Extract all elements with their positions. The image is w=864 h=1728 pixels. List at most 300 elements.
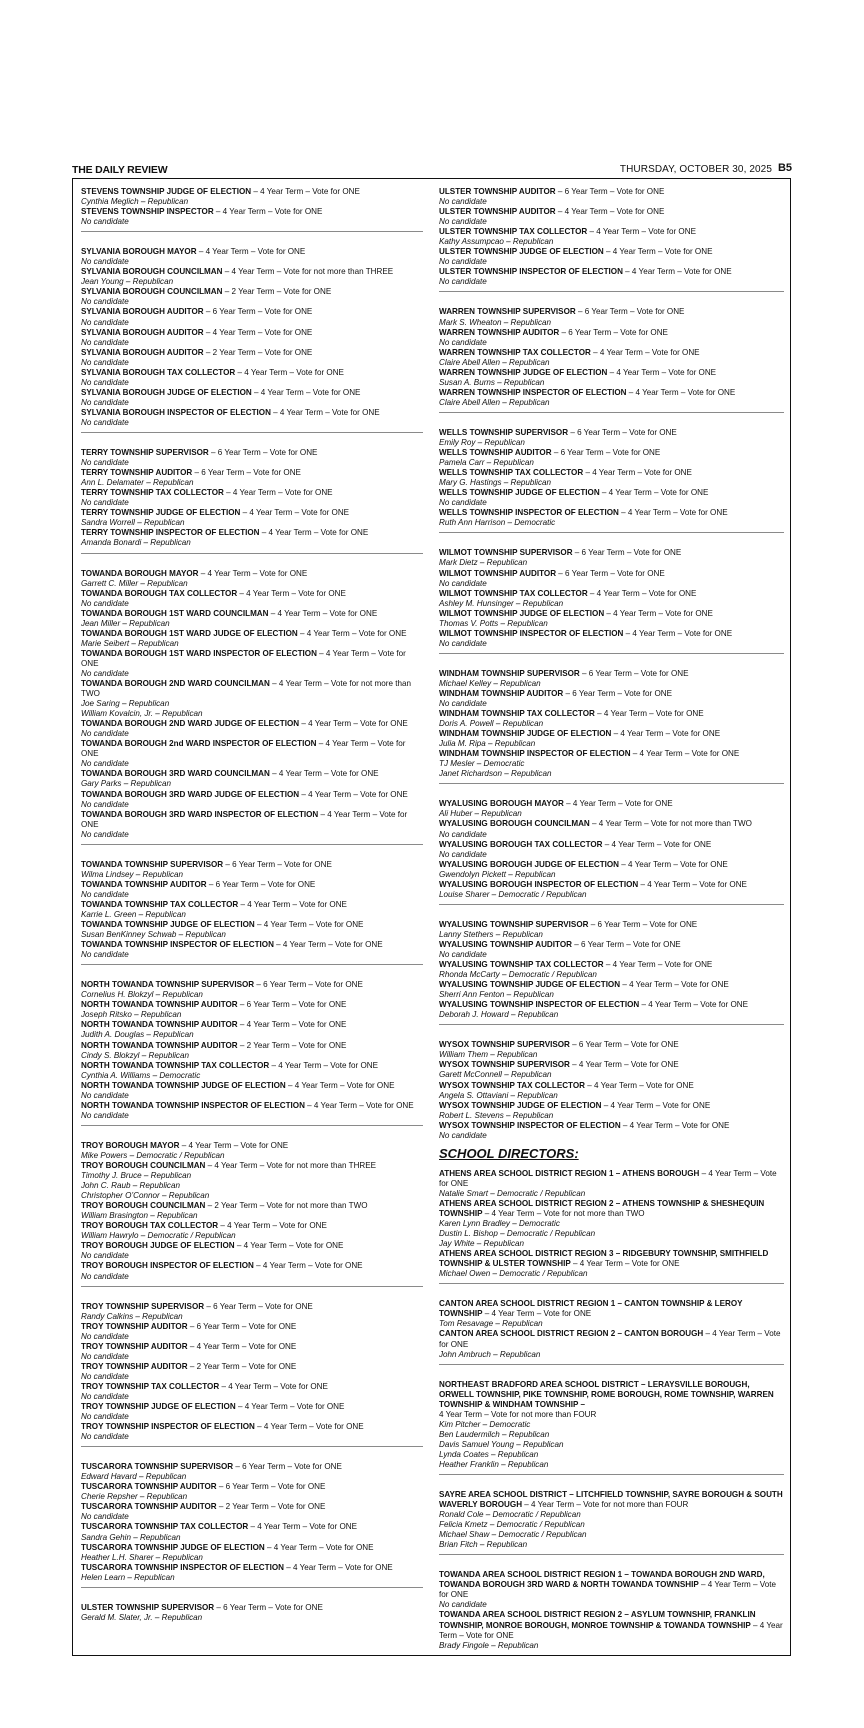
- section-divider: [439, 783, 784, 784]
- office-name: WYSOX TOWNSHIP SUPERVISOR: [439, 1060, 570, 1070]
- office-name: TOWANDA BOROUGH MAYOR: [81, 568, 199, 578]
- race-term: – 2 Year Term – Vote for ONE: [203, 347, 313, 357]
- race-term: – 6 Year Term – Vote for ONE: [204, 1301, 313, 1311]
- office-name: NORTH TOWANDA TOWNSHIP AUDITOR: [81, 1020, 238, 1030]
- race-term: – 4 Year Term – Vote for ONE: [630, 749, 740, 759]
- race-term: – 4 Year Term – Vote for ONE: [198, 568, 308, 578]
- office-name: TOWANDA BOROUGH 1ST WARD JUDGE OF ELECTION: [81, 628, 298, 638]
- candidate: Garrett C. Miller – Republican: [81, 578, 188, 588]
- candidate: Ali Huber – Republican: [439, 809, 522, 819]
- office-name: WYSOX TOWNSHIP INSPECTOR OF ELECTION: [439, 1120, 621, 1130]
- race-term: – 6 Year Term – Vote for ONE: [569, 1040, 679, 1050]
- candidate: No candidate: [81, 498, 129, 508]
- candidate: Mark Dietz – Republican: [439, 558, 528, 568]
- race-heading: [81, 980, 423, 990]
- candidate: Julia M. Ripa – Republican: [439, 739, 536, 749]
- race-term: – 4 Year Term – Vote for ONE: [587, 227, 696, 237]
- candidate: Emily Roy – Republican: [439, 437, 525, 447]
- race-heading: [439, 328, 784, 338]
- candidate: Michael Kelley – Republican: [439, 678, 541, 688]
- race-heading: [81, 1563, 423, 1573]
- race-term: – 4 Year Term – Vote for not more than TWO: [482, 1208, 645, 1218]
- office-name: ATHENS AREA SCHOOL DISTRICT REGION 1 – ATHENS BOROUGH: [439, 1168, 700, 1178]
- race-term: – 4 Year Term – Vote for ONE: [439, 1168, 777, 1188]
- candidate: William Them – Republican: [439, 1050, 538, 1060]
- race-term: – 4 Year Term – Vote for ONE: [251, 387, 361, 397]
- race-term: – 4 Year Term – Vote for ONE: [283, 1562, 393, 1572]
- race-term: – 4 Year Term – Vote for ONE: [285, 1080, 395, 1090]
- office-name: TOWANDA BOROUGH 2ND WARD JUDGE OF ELECTION: [81, 719, 300, 729]
- office-name: TERRY TOWNSHIP INSPECTOR OF ELECTION: [81, 528, 260, 538]
- office-name: TUSCARORA TOWNSHIP INSPECTOR OF ELECTION: [81, 1562, 284, 1572]
- office-name: TERRY TOWNSHIP SUPERVISOR: [81, 448, 209, 458]
- candidate: No candidate: [81, 1251, 129, 1261]
- section-divider: [81, 1587, 423, 1588]
- candidate: Mike Powers – Democratic / Republican: [81, 1150, 225, 1160]
- race-term: – 4 Year Term – Vote for ONE: [569, 1060, 679, 1070]
- candidate: Sandra Gehin – Republican: [81, 1532, 181, 1542]
- race-heading: [439, 1060, 784, 1070]
- section-divider: [439, 1474, 784, 1475]
- race-heading: [81, 1081, 423, 1091]
- race-heading: [81, 1422, 423, 1432]
- candidate: No candidate: [81, 377, 129, 387]
- candidate: Amanda Bonardi – Republican: [81, 538, 191, 548]
- candidate: Michael Owen – Democratic / Republican: [439, 1269, 588, 1279]
- race-heading: [439, 940, 784, 950]
- race-heading: [81, 1041, 423, 1051]
- office-name: WYALUSING BOROUGH MAYOR: [439, 799, 564, 809]
- race-term: – 2 Year Term – Vote for ONE: [216, 1502, 326, 1512]
- candidate: Sherri Ann Fenton – Republican: [439, 990, 554, 1000]
- race-term: – 4 Year Term – Vote for ONE: [254, 1422, 364, 1432]
- race-term: – 6 Year Term – Vote for ONE: [187, 1321, 297, 1331]
- race-heading: [81, 589, 423, 599]
- section-divider: [81, 1446, 423, 1447]
- office-name: WYSOX TOWNSHIP SUPERVISOR: [439, 1040, 570, 1050]
- office-name: NORTH TOWANDA TOWNSHIP SUPERVISOR: [81, 980, 255, 990]
- race-term: – 4 Year Term – Vote for ONE: [623, 628, 733, 638]
- candidate: Tom Resavage – Republican: [439, 1319, 543, 1329]
- race-heading: [81, 1241, 423, 1251]
- race-heading: [81, 719, 423, 729]
- office-name: WYALUSING TOWNSHIP JUDGE OF ELECTION: [439, 980, 621, 990]
- candidate: No candidate: [439, 257, 487, 267]
- office-name: WYALUSING BOROUGH COUNCILMAN: [439, 819, 590, 829]
- left-column: [81, 187, 423, 1623]
- race-term: – 6 Year Term – Vote for ONE: [214, 1602, 323, 1612]
- race-heading: [81, 1342, 423, 1352]
- race-term: – 4 Year Term – Vote for ONE: [235, 1402, 345, 1412]
- race-term: – 4 Year Term – Vote for ONE: [603, 247, 713, 257]
- race-heading: [439, 508, 784, 518]
- race-heading: [81, 569, 423, 579]
- race-heading: [81, 468, 423, 478]
- race-heading: [439, 1121, 784, 1131]
- office-name: TOWANDA TOWNSHIP SUPERVISOR: [81, 859, 224, 869]
- race-term: – 4 Year Term – Vote for ONE: [590, 347, 700, 357]
- office-name: SAYRE AREA SCHOOL DISTRICT – LITCHFIELD TOWNSHIP, SAYRE BOROUGH & SOUTH WAVERLY BOROUGH: [439, 1490, 783, 1510]
- race-heading: [81, 880, 423, 890]
- section-divider: [81, 844, 423, 845]
- race-term: – 4 Year Term – Vote for ONE: [587, 588, 697, 598]
- race-term: – 6 Year Term – Vote for ONE: [555, 187, 665, 196]
- race-term: – 2 Year Term – Vote for ONE: [237, 1040, 347, 1050]
- candidate: Sandra Worrell – Republican: [81, 518, 185, 528]
- candidate: No candidate: [81, 1391, 129, 1401]
- candidate: No candidate: [439, 217, 487, 227]
- office-name: WYALUSING TOWNSHIP TAX COLLECTOR: [439, 960, 604, 970]
- race-heading: [439, 1490, 784, 1510]
- race-heading: [439, 1101, 784, 1111]
- office-name: TROY TOWNSHIP INSPECTOR OF ELECTION: [81, 1422, 255, 1432]
- office-name: TOWANDA AREA SCHOOL DISTRICT REGION 2 – ASYLUM TOWNSHIP, FRANKLIN TOWNSHIP, MONROE BOROUGH, MONROE TOWNSHIP & TOWANDA TOWNSHIP: [439, 1610, 756, 1630]
- candidate: Timothy J. Bruce – Republican: [81, 1171, 192, 1181]
- candidate: Dustin L. Bishop – Democratic / Republican: [439, 1229, 596, 1239]
- race-heading: [439, 1299, 784, 1319]
- race-heading: [81, 408, 423, 418]
- section-divider: [81, 964, 423, 965]
- office-name: ULSTER TOWNSHIP SUPERVISOR: [81, 1602, 215, 1612]
- candidate: Robert L. Stevens – Republican: [439, 1110, 554, 1120]
- race-heading: [81, 810, 423, 830]
- race-term: – 6 Year Term – Vote for ONE: [551, 448, 661, 458]
- office-name: WARREN TOWNSHIP AUDITOR: [439, 327, 560, 337]
- candidate: Mark S. Wheaton – Republican: [439, 317, 552, 327]
- race-heading: [81, 508, 423, 518]
- race-heading: [439, 448, 784, 458]
- race-term: – 6 Year Term – Vote for ONE: [556, 568, 665, 578]
- race-term: 4 Year Term – Vote for not more than FOUR: [439, 1409, 597, 1419]
- race-heading: [439, 669, 784, 679]
- candidate: Claire Abell Allen – Republican: [439, 357, 550, 367]
- office-name: WYALUSING BOROUGH TAX COLLECTOR: [439, 839, 603, 849]
- candidate: Jean Young – Republican: [81, 277, 174, 287]
- race-term: – 4 Year Term – Vote for ONE: [604, 608, 713, 618]
- race-heading: [439, 980, 784, 990]
- race-term: – 6 Year Term – Vote for ONE: [568, 427, 677, 437]
- office-name: TERRY TOWNSHIP JUDGE OF ELECTION: [81, 508, 241, 518]
- candidate: Ruth Ann Harrison – Democratic: [439, 518, 556, 528]
- race-heading: [81, 1502, 423, 1512]
- office-name: TOWANDA TOWNSHIP INSPECTOR OF ELECTION: [81, 940, 274, 950]
- office-name: SYLVANIA BOROUGH AUDITOR: [81, 307, 204, 317]
- office-name: TOWANDA BOROUGH 2nd WARD INSPECTOR OF ELECTION: [81, 739, 317, 749]
- race-term: – 4 Year Term – Vote for ONE: [638, 879, 747, 889]
- race-term: – 4 Year Term – Vote for ONE: [253, 1261, 363, 1271]
- race-heading: [81, 1543, 423, 1553]
- race-term: – 4 Year Term – Vote for ONE: [439, 1620, 783, 1640]
- office-name: TROY BOROUGH COUNCILMAN: [81, 1160, 206, 1170]
- office-name: WYALUSING TOWNSHIP AUDITOR: [439, 939, 572, 949]
- race-heading: [439, 1380, 784, 1410]
- race-term: – 4 Year Term – Vote for ONE: [264, 1542, 374, 1552]
- office-name: TROY BOROUGH INSPECTOR OF ELECTION: [81, 1261, 254, 1271]
- race-heading: [81, 1101, 423, 1111]
- candidate: William Hawrylo – Democratic / Republican: [81, 1231, 236, 1241]
- race-heading: [81, 348, 423, 358]
- office-name: NORTH TOWANDA TOWNSHIP INSPECTOR OF ELECTION: [81, 1100, 305, 1110]
- race-term: – 4 Year Term – Vote for ONE: [240, 508, 350, 518]
- office-name: WILMOT TOWNSHIP INSPECTOR OF ELECTION: [439, 628, 624, 638]
- candidate: Gerald M. Slater, Jr. – Republican: [81, 1612, 203, 1622]
- office-name: WINDHAM TOWNSHIP TAX COLLECTOR: [439, 709, 595, 719]
- race-heading: [81, 1322, 423, 1332]
- race-heading: [439, 860, 784, 870]
- race-heading: [439, 1000, 784, 1010]
- candidate: Cindy S. Blokzyl – Republican: [81, 1050, 189, 1060]
- race-heading: [81, 1522, 423, 1532]
- office-name: WINDHAM TOWNSHIP AUDITOR: [439, 688, 564, 698]
- race-heading: [439, 609, 784, 619]
- race-term: – 4 Year Term – Vote for ONE: [268, 608, 378, 618]
- candidate: John Ambruch – Republican: [439, 1349, 541, 1359]
- candidate: No candidate: [81, 950, 129, 960]
- candidate: No candidate: [81, 889, 129, 899]
- candidate: Claire Abell Allen – Republican: [439, 397, 550, 407]
- race-term: – 4 Year Term – Vote for ONE: [223, 488, 333, 498]
- office-name: NORTH TOWANDA TOWNSHIP TAX COLLECTOR: [81, 1060, 270, 1070]
- candidate: Marie Seibert – Republican: [81, 638, 179, 648]
- office-name: TERRY TOWNSHIP AUDITOR: [81, 468, 193, 478]
- race-heading: [439, 1249, 784, 1269]
- office-name: STEVENS TOWNSHIP INSPECTOR: [81, 207, 214, 217]
- candidate: Garett McConnell – Republican: [439, 1070, 552, 1080]
- office-name: WINDHAM TOWNSHIP JUDGE OF ELECTION: [439, 729, 612, 739]
- race-term: – 4 Year Term – Vote for ONE: [237, 1020, 347, 1030]
- race-heading: [439, 1040, 784, 1050]
- race-heading: [81, 528, 423, 538]
- race-heading: [81, 1603, 423, 1613]
- race-heading: [439, 709, 784, 719]
- candidate: Kim Pitcher – Democratic: [439, 1419, 531, 1429]
- candidate: Cynthia A. Williams – Democratic: [81, 1070, 201, 1080]
- office-name: WYSOX TOWNSHIP TAX COLLECTOR: [439, 1080, 585, 1090]
- office-name: CANTON AREA SCHOOL DISTRICT REGION 1 – CANTON TOWNSHIP & LEROY TOWNSHIP: [439, 1299, 743, 1319]
- candidate: No candidate: [81, 1432, 129, 1442]
- candidate: Ashley M. Hunsinger – Republican: [439, 598, 564, 608]
- race-term: – 4 Year Term – Vote for ONE: [594, 709, 704, 719]
- race-heading: [439, 488, 784, 498]
- race-heading: [81, 368, 423, 378]
- race-term: – 6 Year Term – Vote for ONE: [563, 688, 672, 698]
- candidate: Jean Miller – Republican: [81, 618, 170, 628]
- race-heading: [81, 920, 423, 930]
- candidate: No candidate: [439, 578, 487, 588]
- section-divider: [439, 412, 784, 413]
- race-heading: [81, 187, 423, 197]
- masthead: [72, 164, 792, 178]
- office-name: WELLS TOWNSHIP JUDGE OF ELECTION: [439, 488, 600, 498]
- race-heading: [81, 679, 423, 699]
- candidate: No candidate: [439, 1130, 487, 1140]
- race-heading: [81, 1221, 423, 1231]
- office-name: ULSTER TOWNSHIP INSPECTOR OF ELECTION: [439, 267, 623, 277]
- section-divider: [81, 231, 423, 232]
- race-term: – 4 Year Term – Vote for ONE: [620, 980, 729, 990]
- office-name: TOWANDA BOROUGH 1ST WARD INSPECTOR OF ELECTION: [81, 648, 317, 658]
- race-term: – 4 Year Term – Vote for ONE: [213, 207, 323, 217]
- race-term: – 4 Year Term – Vote for ONE: [218, 1221, 327, 1231]
- race-heading: [81, 629, 423, 639]
- office-name: WARREN TOWNSHIP JUDGE OF ELECTION: [439, 367, 608, 377]
- race-term: – 4 Year Term – Vote for ONE: [270, 407, 380, 417]
- candidate: No candidate: [81, 1412, 129, 1422]
- candidate: Judith A. Douglas – Republican: [81, 1030, 194, 1040]
- candidate: No candidate: [81, 257, 129, 267]
- office-name: STEVENS TOWNSHIP JUDGE OF ELECTION: [81, 187, 252, 196]
- office-name: TOWANDA BOROUGH TAX COLLECTOR: [81, 588, 238, 598]
- race-term: – 4 Year Term – Vote for ONE: [179, 1140, 289, 1150]
- race-heading: [439, 1570, 784, 1600]
- race-term: – 6 Year Term – Vote for ONE: [203, 307, 313, 317]
- candidate: Gary Parks – Republican: [81, 779, 171, 789]
- candidate: No candidate: [81, 1512, 129, 1522]
- race-term: – 4 Year Term – Vote for ONE: [299, 789, 408, 799]
- office-name: TOWANDA TOWNSHIP JUDGE OF ELECTION: [81, 920, 255, 930]
- race-heading: [81, 1302, 423, 1312]
- race-term: – 4 Year Term – Vote for ONE: [238, 899, 347, 909]
- office-name: TOWANDA TOWNSHIP AUDITOR: [81, 879, 207, 889]
- office-name: TROY TOWNSHIP TAX COLLECTOR: [81, 1381, 220, 1391]
- office-name: WYALUSING BOROUGH INSPECTOR OF ELECTION: [439, 879, 639, 889]
- race-heading: [439, 840, 784, 850]
- newspaper-name: THE DAILY REVIEW: [72, 164, 168, 176]
- office-name: TUSCARORA TOWNSHIP SUPERVISOR: [81, 1462, 234, 1472]
- race-term: – 4 Year Term – Vote for ONE: [248, 1522, 358, 1532]
- race-heading: [81, 1362, 423, 1372]
- office-name: TUSCARORA TOWNSHIP JUDGE OF ELECTION: [81, 1542, 265, 1552]
- candidate: No candidate: [439, 638, 487, 648]
- race-term: – 6 Year Term – Vote for ONE: [559, 327, 668, 337]
- race-term: – 4 Year Term – Vote for ONE: [603, 960, 713, 970]
- candidate: Mary G. Hastings – Republican: [439, 478, 552, 488]
- race-heading: [439, 247, 784, 257]
- office-name: WYALUSING BOROUGH JUDGE OF ELECTION: [439, 859, 620, 869]
- race-term: – 6 Year Term – Vote for ONE: [237, 1000, 347, 1010]
- candidate: No candidate: [439, 337, 487, 347]
- race-term: – 6 Year Term – Vote for ONE: [254, 980, 363, 990]
- section-heading: SCHOOL DIRECTORS:: [439, 1145, 579, 1161]
- race-term: – 4 Year Term – Vote for ONE: [599, 488, 709, 498]
- office-name: ULSTER TOWNSHIP JUDGE OF ELECTION: [439, 247, 604, 257]
- section-divider: [81, 432, 423, 433]
- race-term: – 2 Year Term – Vote for not more than TWO: [205, 1201, 368, 1211]
- candidate: No candidate: [81, 1331, 129, 1341]
- race-heading: [439, 1199, 784, 1219]
- race-heading: [439, 227, 784, 237]
- candidate: No candidate: [81, 829, 129, 839]
- race-term: – 6 Year Term – Vote for ONE: [588, 919, 698, 929]
- race-term: – 4 Year Term – Vote for ONE: [583, 468, 692, 478]
- office-name: WARREN TOWNSHIP SUPERVISOR: [439, 307, 576, 317]
- race-term: – 4 Year Term – Vote for ONE: [237, 588, 346, 598]
- office-name: TERRY TOWNSHIP TAX COLLECTOR: [81, 488, 224, 498]
- candidate: TJ Mesler – Democratic: [439, 759, 525, 769]
- office-name: TOWANDA BOROUGH 1ST WARD COUNCILMAN: [81, 608, 269, 618]
- office-name: TOWANDA BOROUGH 3RD WARD JUDGE OF ELECTION: [81, 789, 300, 799]
- race-term: – 2 Year Term – Vote for ONE: [187, 1361, 297, 1371]
- race-term: – 4 Year Term – Vote for ONE: [622, 267, 732, 277]
- office-name: TOWANDA BOROUGH 2ND WARD COUNCILMAN: [81, 679, 270, 689]
- race-heading: [81, 448, 423, 458]
- candidate: Brady Fingole – Republican: [439, 1640, 539, 1650]
- race-term: – 4 Year Term – Vote for ONE: [254, 920, 364, 930]
- race-term: – 4 Year Term – Vote for ONE: [555, 207, 665, 217]
- candidate: Christopher O’Connor – Republican: [81, 1191, 210, 1201]
- race-heading: [439, 1610, 784, 1640]
- race-heading: [81, 1141, 423, 1151]
- office-name: SYLVANIA BOROUGH TAX COLLECTOR: [81, 367, 236, 377]
- race-term: – 4 Year Term – Vote for ONE: [81, 739, 406, 759]
- candidate: Randy Calkins – Republican: [81, 1311, 183, 1321]
- candidate: No candidate: [439, 498, 487, 508]
- race-heading: [81, 207, 423, 217]
- race-heading: [439, 207, 784, 217]
- race-heading: [439, 267, 784, 277]
- candidate: Karen Lynn Bradley – Democratic: [439, 1219, 560, 1229]
- office-name: NORTH TOWANDA TOWNSHIP AUDITOR: [81, 1040, 238, 1050]
- section-divider: [439, 1283, 784, 1284]
- office-name: TROY BOROUGH COUNCILMAN: [81, 1201, 206, 1211]
- section-divider: [439, 1024, 784, 1025]
- candidate: Louise Sharer – Democratic / Republican: [439, 889, 587, 899]
- issue-date: THURSDAY, OCTOBER 30, 2025: [619, 164, 772, 175]
- race-heading: [439, 348, 784, 358]
- race-term: – 6 Year Term – Vote for ONE: [233, 1462, 342, 1472]
- candidate: No candidate: [439, 829, 487, 839]
- race-heading: [81, 267, 423, 277]
- race-term: – 4 Year Term – Vote for ONE: [304, 1100, 414, 1110]
- office-name: WINDHAM TOWNSHIP SUPERVISOR: [439, 668, 580, 678]
- office-name: WELLS TOWNSHIP SUPERVISOR: [439, 427, 569, 437]
- office-name: NORTH TOWANDA TOWNSHIP JUDGE OF ELECTION: [81, 1080, 286, 1090]
- race-term: – 6 Year Term – Vote for ONE: [192, 468, 301, 478]
- race-heading: [439, 1329, 784, 1349]
- race-heading: [81, 247, 423, 257]
- race-heading: [439, 589, 784, 599]
- office-name: SYLVANIA BOROUGH AUDITOR: [81, 347, 204, 357]
- candidate: No candidate: [81, 417, 129, 427]
- race-heading: [439, 920, 784, 930]
- candidate: Joe Saring – Republican: [81, 699, 170, 709]
- candidate: No candidate: [439, 950, 487, 959]
- race-heading: [439, 799, 784, 809]
- race-heading: [81, 900, 423, 910]
- race-heading: [439, 749, 784, 759]
- race-heading: [81, 287, 423, 297]
- office-name: WYSOX TOWNSHIP JUDGE OF ELECTION: [439, 1100, 602, 1110]
- office-name: TUSCARORA TOWNSHIP AUDITOR: [81, 1502, 217, 1512]
- candidate: Felicia Kmetz – Democratic / Republican: [439, 1520, 585, 1530]
- race-term: – 4 Year Term – Vote for ONE: [196, 247, 306, 257]
- candidate: No candidate: [439, 197, 487, 207]
- race-heading: [439, 819, 784, 829]
- office-name: TROY TOWNSHIP JUDGE OF ELECTION: [81, 1402, 236, 1412]
- office-name: TUSCARORA TOWNSHIP TAX COLLECTOR: [81, 1522, 249, 1532]
- section-divider: [439, 532, 784, 533]
- race-heading: [439, 368, 784, 378]
- race-heading: [81, 1482, 423, 1492]
- race-heading: [81, 1000, 423, 1010]
- race-heading: [81, 388, 423, 398]
- race-term: – 4 Year Term – Vote for ONE: [482, 1309, 592, 1319]
- candidate: No candidate: [439, 849, 487, 859]
- candidate: Cynthia Meglich – Republican: [81, 197, 189, 207]
- race-heading: [439, 468, 784, 478]
- race-term: – 4 Year Term – Vote for ONE: [585, 1080, 694, 1090]
- race-term: – 4 Year Term – Vote for not more than TWO: [589, 819, 752, 829]
